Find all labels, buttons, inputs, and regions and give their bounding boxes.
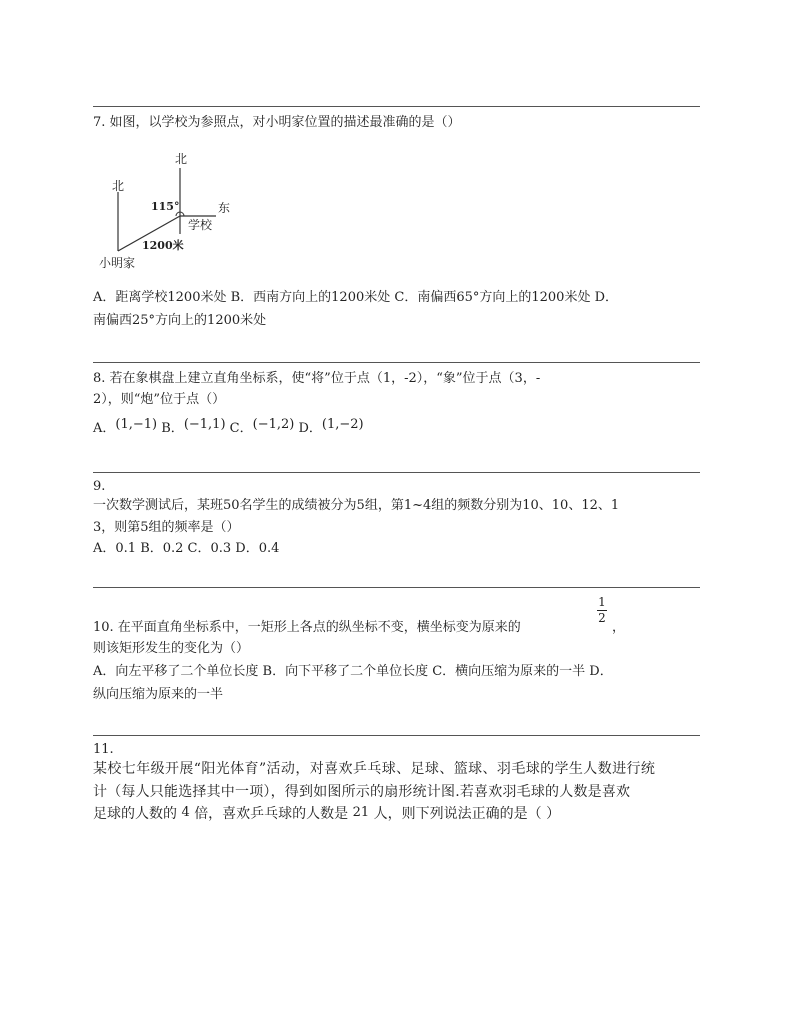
distance-label: 1200米 (142, 239, 184, 252)
q8-option-c: (−1,2) (252, 417, 295, 432)
q9-stem-line2: 3，则第5组的频率是（） (93, 520, 240, 535)
divider-q8 (93, 362, 700, 363)
q11-multiplier: 4 (181, 805, 190, 820)
q8-stem-line2: 2），则“炮”位于点（） (93, 392, 226, 407)
q8-option-a-label: A． (93, 421, 116, 436)
q8-option-b-label: B． (161, 421, 184, 436)
q8-option-d: (1,−2) (321, 417, 364, 432)
divider-q7 (93, 106, 700, 107)
q9-number: 9. (93, 479, 106, 494)
q7-direction-figure (96, 148, 246, 274)
q7-options-line2: 南偏西25°方向上的1200米处 (93, 313, 267, 328)
q8-option-d-label: D． (298, 421, 322, 436)
divider-q10 (93, 587, 700, 588)
fraction-numerator: 1 (598, 595, 606, 609)
q11-stem-line2: 计（每人只能选择其中一项），得到如图所示的扇形统计图.若喜欢羽毛球的人数是喜欢 (93, 784, 631, 800)
q11-line3-part3: 人，则下列说法正确的是（ ） (373, 806, 561, 822)
fraction-denominator: 2 (598, 611, 606, 625)
q8-option-a: (1,−1) (115, 417, 158, 432)
q9-options: A．0.1 B．0.2 C．0.3 D．0.4 (93, 541, 280, 556)
q8-stem-line1: 8. 若在象棋盘上建立直角坐标系，使“将”位于点（1，-2），“象”位于点（3，- (93, 371, 541, 386)
q10-fraction-one-half (597, 596, 607, 625)
q8-option-c-label: C． (229, 421, 253, 436)
q11-pingpong-count: 21 (352, 805, 370, 820)
q8-option-b: (−1,1) (183, 417, 226, 432)
school-label: 学校 (188, 218, 213, 232)
q10-stem-line1: 10. 在平面直角坐标系中，一矩形上各点的纵坐标不变，横坐标变为原来的 (93, 620, 521, 635)
q11-line3-part2: 倍，喜欢乒乓球的人数是 (194, 806, 349, 822)
q10-stem-tail: ， (612, 620, 626, 635)
q11-line3-part1: 足球的人数的 (93, 806, 177, 822)
q11-number: 11. (93, 742, 114, 757)
q10-stem-line2: 则该矩形发生的变化为（） (93, 641, 250, 656)
q7-options-line1: A．距离学校1200米处 B．西南方向上的1200米处 C．南偏西65°方向上的1200米处 D． (93, 290, 619, 305)
q11-stem-line3 (93, 805, 560, 824)
north-label-right: 北 (175, 152, 188, 166)
q8-options (93, 417, 364, 438)
divider-q9 (93, 472, 700, 473)
q10-options-line2: 纵向压缩为原来的一半 (93, 687, 224, 702)
north-label-left: 北 (112, 179, 125, 193)
q11-stem-line1: 某校七年级开展“阳光体育”活动，对喜欢乒乓球、足球、篮球、羽毛球的学生人数进行统 (93, 761, 656, 777)
divider-q11 (93, 735, 700, 736)
q9-stem-line1: 一次数学测试后，某班50名学生的成绩被分为5组，第1~4组的频数分别为10、10、12、1 (93, 498, 620, 513)
angle-label: 115° (151, 200, 180, 213)
q10-options-line1: A．向左平移了二个单位长度 B．向下平移了二个单位长度 C．横向压缩为原来的一半 D． (93, 664, 613, 679)
q7-stem: 7. 如图，以学校为参照点，对小明家位置的描述最准确的是（） (93, 115, 461, 130)
east-label: 东 (218, 201, 231, 215)
home-label: 小明家 (99, 256, 136, 270)
